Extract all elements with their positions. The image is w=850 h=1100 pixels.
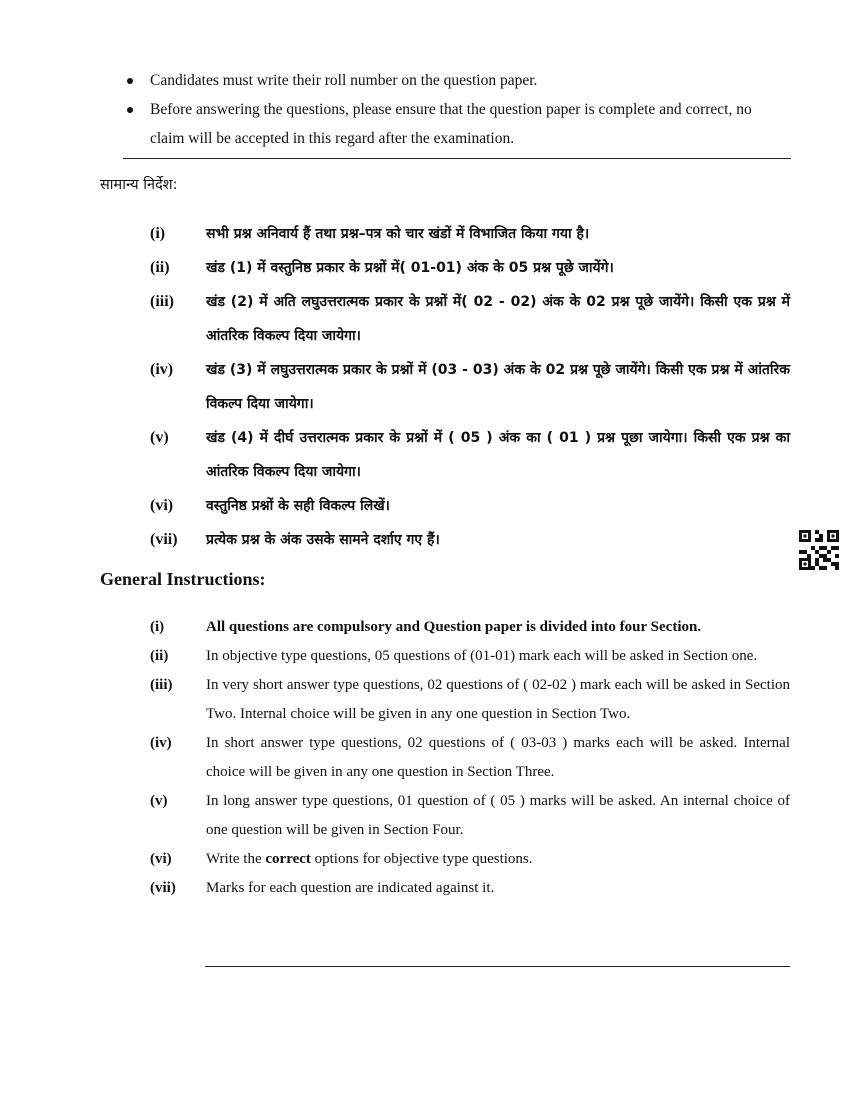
note-roll-number: Candidates must write their roll number on the question paper. (125, 66, 790, 95)
hindi-instruction-item: (vi) वस्तुनिष्ठ प्रश्नों के सही विकल्प लिखें। (150, 497, 390, 514)
qr-code-icon (799, 530, 839, 570)
general-instructions-list (150, 613, 790, 903)
divider (123, 158, 791, 159)
hindi-instruction-item: (ii) खंड (1) में वस्तुनिष्ठ प्रकार के प्रश्नों में( 01-01) अंक के 05 प्रश्न पूछे जायेंगे। (150, 259, 614, 276)
instruction-item: (v) In long answer type questions, 01 question of ( 05 ) marks will be asked. An internal choice of one question will be given in Section Four. (150, 793, 790, 838)
hindi-instructions-list (150, 217, 790, 557)
hindi-instruction-item: (iv) खंड (3) में लघुउत्तरात्मक प्रकार के प्रश्नों में (03 - 03) अंक के 02 प्रश्न पूछे जायेंगे। किसी एक प्रश्न में आंतरिक विकल्प दिया जायेगा। (150, 361, 790, 412)
bullet-icon (127, 107, 133, 113)
hindi-instruction-item: (v) खंड (4) में दीर्घ उत्तरात्मक प्रकार के प्रश्नों में ( 05 ) अंक का ( 01 ) प्रश्न पूछा जायेगा। किसी एक प्रश्न का आंतरिक विकल्प दिया जायेगा। (150, 429, 790, 480)
instruction-item: (i) All questions are compulsory and Question paper is divided into four Section. (150, 619, 702, 635)
candidate-notes (125, 66, 790, 153)
instruction-item: (iv) In short answer type questions, 02 questions of ( 03-03 ) marks each will be asked. Internal choice will be given in any one question in Section Three. (150, 735, 790, 780)
general-instructions-heading: General Instructions: (100, 569, 266, 589)
bullet-icon (127, 78, 133, 84)
instruction-item: (vii) Marks for each question are indicated against it. (150, 880, 495, 896)
instruction-item: (vi) Write the correct options for objective type questions. (150, 851, 533, 867)
hindi-instruction-item: (iii) खंड (2) में अति लघुउत्तरात्मक प्रकार के प्रश्नों में( 02 - 02) अंक के 02 प्रश्न पूछे जायेंगे। किसी एक प्रश्न में आंतरिक विकल्प दिया जायेगा। (150, 293, 790, 344)
divider (205, 966, 790, 967)
hindi-instructions-heading: सामान्य निर्देश: (100, 177, 178, 193)
instruction-item: (ii) In objective type questions, 05 questions of (01-01) mark each will be asked in Section one. (150, 648, 758, 664)
note-paper-complete: Before answering the questions, please ensure that the question paper is complete and correct, no claim will be accepted in this regard after the examination. (125, 95, 790, 153)
instruction-item: (iii) In very short answer type questions, 02 questions of ( 02-02 ) mark each will be asked in Section Two. Internal choice will be given in any one question in Section Two. (150, 677, 790, 722)
hindi-instruction-item: (i) सभी प्रश्न अनिवार्य हैं तथा प्रश्न–पत्र को चार खंडों में विभाजित किया गया है। (150, 225, 590, 242)
hindi-instruction-item: (vii) प्रत्येक प्रश्न के अंक उसके सामने दर्शाए गए हैं। (150, 531, 440, 548)
